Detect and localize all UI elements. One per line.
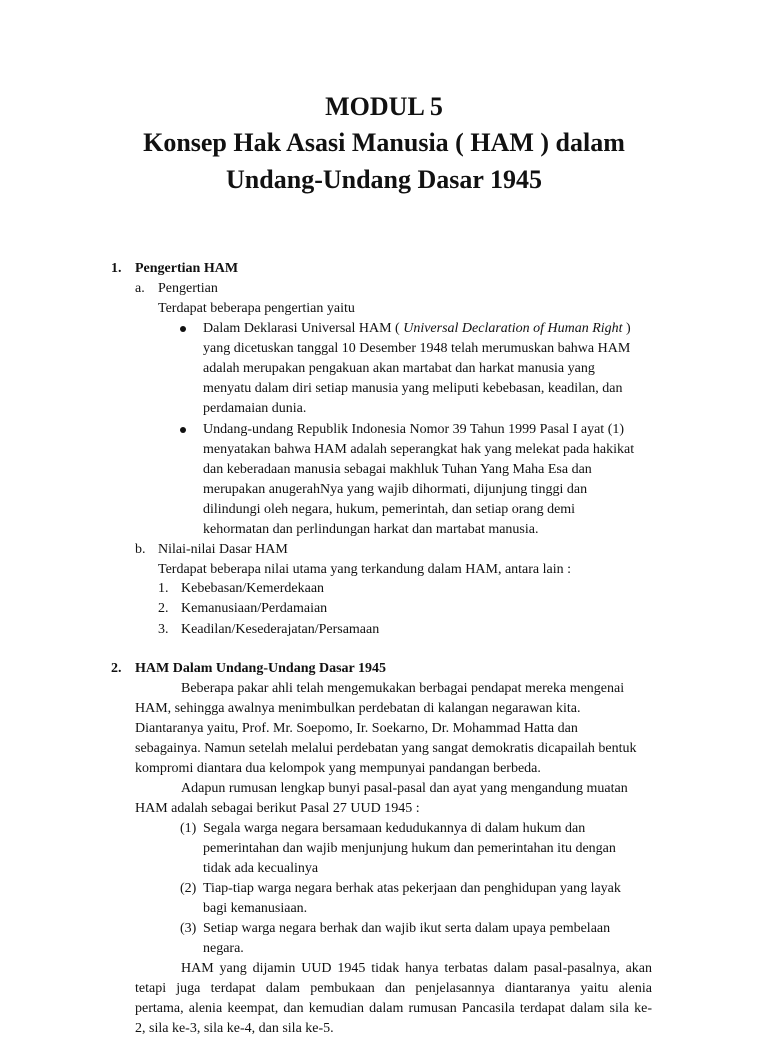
subsection-b-intro: Terdapat beberapa nilai utama yang terkandung dalam HAM, antara lain : (158, 562, 572, 577)
value-item-text: Keadilan/Kesederajatan/Persamaan (181, 622, 380, 637)
bullet2-line4: merupakan anugerahNya yang wajib dihormati, dijunjung tinggi dan (203, 482, 588, 497)
section2-heading: HAM Dalam Undang-Undang Dasar 1945 (135, 661, 386, 676)
paragraph1-line3: Diantaranya yaitu, Prof. Mr. Soepomo, Ir. Soekarno, Dr. Mohammad Hatta dan (135, 721, 578, 736)
bullet-icon (180, 427, 186, 433)
paragraph3-line4: 2, sila ke-3, sila ke-4, dan sila ke-5. (135, 1021, 334, 1036)
subsection-a-marker: a. (135, 281, 145, 296)
article-item-line2: pemerintahan dan wajib menjunjung hukum dan pemerintahan itu dengan (203, 841, 616, 856)
article-item-line1: Segala warga negara bersamaan kedudukannya di dalam hukum dan (203, 821, 586, 836)
subsection-a-label: Pengertian (158, 281, 218, 296)
article-item-number: (3) (180, 921, 197, 936)
article-item-line1: Tiap-tiap warga negara berhak atas pekerjaan dan penghidupan yang layak (203, 881, 621, 896)
value-item-number: 2. (158, 601, 169, 616)
bullet1-line5: perdamaian dunia. (203, 401, 307, 416)
paragraph1-line5: kompromi diantara dua kelompok yang mempunyai pandangan berbeda. (135, 761, 541, 776)
article-item-number: (2) (180, 881, 197, 896)
paragraph1-line1: Beberapa pakar ahli telah mengemukakan berbagai pendapat mereka mengenai (181, 681, 625, 696)
article-item-line2: bagi kemanusiaan. (203, 901, 308, 916)
article-item-line3: tidak ada kecualinya (203, 861, 319, 876)
paragraph1-line4: sebagainya. Namun setelah melalui perdebatan yang sangat demokratis dicapailah bentuk (135, 741, 637, 756)
module-subtitle-line2: Undang-Undang Dasar 1945 (226, 165, 542, 194)
bullet1-line3: adalah merupakan pengakuan akan martabat dan harkat manusia yang (203, 361, 595, 376)
bullet2-line6: kehormatan dan perlindungan harkat dan martabat manusia. (203, 522, 539, 537)
bullet1-line2: yang dicetuskan tanggal 10 Desember 1948 telah merumuskan bahwa HAM (203, 341, 631, 356)
bullet1-line4: menyatu dalam diri setiap manusia yang meliputi kebebasan, keadilan, dan (203, 381, 623, 396)
subsection-b-label: Nilai-nilai Dasar HAM (158, 542, 288, 557)
bullet2-line5: dilindungi oleh negara, hukum, pemerintah, dan setiap orang demi (203, 502, 576, 517)
article-item-number: (1) (180, 821, 197, 836)
module-title: MODUL 5 (325, 92, 443, 121)
section2-number: 2. (111, 661, 122, 676)
value-item-number: 1. (158, 581, 169, 596)
paragraph2-line2: HAM adalah sebagai berikut Pasal 27 UUD 1945 : (135, 801, 420, 816)
bullet2-line2: menyatakan bahwa HAM adalah seperangkat hak yang melekat pada hakikat (203, 442, 635, 457)
paragraph3-line2: tetapi juga terdapat dalam pembukaan dan penjelasannya diantaranya yaitu alenia (135, 981, 652, 996)
paragraph3-line3: pertama, alenia keempat, dan kemudian dalam rumusan Pancasila terdapat dalam sila ke- (135, 1001, 652, 1016)
bullet2-line3: dan keberadaan manusia sebagai makhluk Tuhan Yang Maha Esa dan (203, 462, 592, 477)
article-item-line1: Setiap warga negara berhak dan wajib ikut serta dalam upaya pembelaan (203, 921, 611, 936)
bullet-icon (180, 326, 186, 332)
value-item-text: Kemanusiaan/Perdamaian (181, 601, 328, 616)
subsection-b-marker: b. (135, 542, 146, 557)
value-item-text: Kebebasan/Kemerdekaan (181, 581, 325, 596)
paragraph2-line1: Adapun rumusan lengkap bunyi pasal-pasal dan ayat yang mengandung muatan (181, 781, 628, 796)
section1-heading: Pengertian HAM (135, 261, 239, 276)
section1-number: 1. (111, 261, 122, 276)
bullet2-line1: Undang-undang Republik Indonesia Nomor 39 Tahun 1999 Pasal I ayat (1) (203, 422, 625, 437)
bullet1-line1: Dalam Deklarasi Universal HAM ( Universal Declaration of Human Right ) (203, 321, 631, 336)
subsection-a-intro: Terdapat beberapa pengertian yaitu (158, 301, 355, 316)
module-subtitle-line1: Konsep Hak Asasi Manusia ( HAM ) dalam (143, 128, 625, 157)
paragraph3-line1: HAM yang dijamin UUD 1945 tidak hanya terbatas dalam pasal-pasalnya, akan (181, 961, 652, 976)
paragraph1-line2: HAM, sehingga awalnya menimbulkan perdebatan di kalangan negarawan kita. (135, 701, 581, 716)
value-item-number: 3. (158, 622, 169, 637)
article-item-line2: negara. (203, 941, 244, 956)
